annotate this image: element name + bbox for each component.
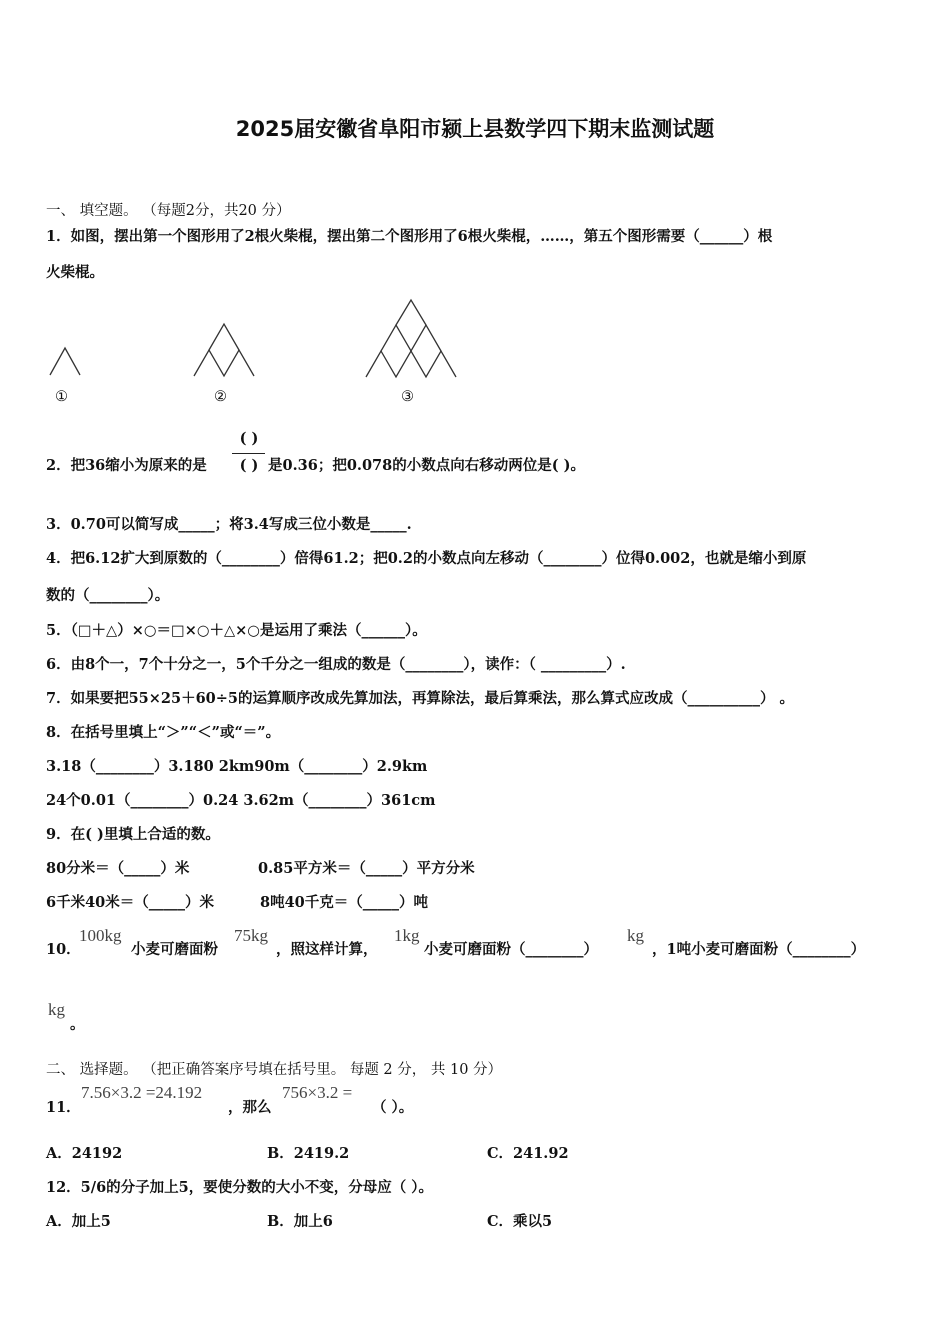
q12-option-c: C．乘以5 xyxy=(487,1213,553,1230)
section-2-heading: 二、 选择题。 （把正确答案序号填在括号里。 每题 2 分， 共 10 分） xyxy=(46,1062,503,1078)
q10-math-kg: kg xyxy=(627,926,644,945)
q2-fraction-denominator: ( ) xyxy=(239,457,259,474)
q11-math-given: 7.56×3.2 =24.192 xyxy=(81,1083,203,1102)
q10-text2: ，照这样计算， xyxy=(276,941,378,958)
q6: 6．由8个一，7个十分之一，5个千分之一组成的数是（________），读作：（ _________）. xyxy=(46,656,626,673)
matchstick-figure-1 xyxy=(48,345,84,377)
q2-fraction-numerator: ( ) xyxy=(239,430,259,447)
q11-math-question: 756×3.2 = xyxy=(282,1083,353,1102)
q9-row2b: 8吨40千克＝（_____）吨 xyxy=(260,894,429,911)
q8-row2: 24个0.01（________）0.24 3.62m（________）361cm xyxy=(46,792,436,809)
q10-number: 10． xyxy=(46,941,81,958)
q10-math-75kg: 75kg xyxy=(234,926,268,945)
q12-option-a: A．加上5 xyxy=(46,1213,111,1230)
q8-line1: 8．在括号里填上“＞”“＜”或“＝”。 xyxy=(46,724,281,741)
q11-number: 11． xyxy=(46,1099,81,1116)
q11-option-b: B．2419.2 xyxy=(267,1145,350,1162)
q10-math-100kg: 100kg xyxy=(79,926,122,945)
q10-text5: 。 xyxy=(70,1016,85,1033)
q7: 7．如果要把55×25＋60÷5的运算顺序改成先算加法，再算除法，最后算乘法，那么算式应改成（__________） 。 xyxy=(46,690,795,707)
q12: 12．5/6的分子加上5，要使分数的大小不变，分母应（ ）。 xyxy=(46,1179,434,1196)
q10-text1: 小麦可磨面粉 xyxy=(131,941,218,958)
q1-line2: 火柴棍。 xyxy=(46,264,104,281)
q4-line1: 4．把6.12扩大到原数的（________）倍得61.2；把0.2的小数点向左移动（________）位得0.002，也就是缩小到原 xyxy=(46,550,807,567)
q9-row1b: 0.85平方米＝（_____）平方分米 xyxy=(258,860,475,877)
q2-suffix: 是0.36；把0.078的小数点向右移动两位是( )。 xyxy=(268,457,585,474)
q10-math-1kg: 1kg xyxy=(394,926,420,945)
q11-option-c: C．241.92 xyxy=(487,1145,569,1162)
figure-label-2: ② xyxy=(214,389,227,405)
q9-row1a: 80分米＝（_____）米 xyxy=(46,860,190,877)
section-1-heading: 一、 填空题。 （每题2分，共20 分） xyxy=(46,203,291,219)
page-title: 2025届安徽省阜阳市颍上县数学四下期末监测试题 xyxy=(235,117,715,141)
q10-math-kg-2: kg xyxy=(48,1000,65,1019)
q10-text4: ，1吨小麦可磨面粉（________） xyxy=(652,941,866,958)
q11-option-a: A．24192 xyxy=(46,1145,123,1162)
q11-text1: ，那么 xyxy=(228,1099,272,1116)
q8-row1: 3.18（________）3.180 2km90m（________）2.9km xyxy=(46,758,428,775)
matchstick-figure-2 xyxy=(192,322,256,378)
q3: 3．0.70可以简写成_____；将3.4写成三位小数是_____. xyxy=(46,516,412,533)
q10-text3: 小麦可磨面粉（________） xyxy=(424,941,598,958)
q9-line1: 9．在( )里填上合适的数。 xyxy=(46,826,220,843)
q5: 5．（□＋△）×○＝□×○＋△×○是运用了乘法（______）。 xyxy=(46,622,427,639)
matchstick-figure-3 xyxy=(364,298,458,379)
q2-fraction-bar xyxy=(232,453,265,454)
q1-line1: 1．如图，摆出第一个图形用了2根火柴棍，摆出第二个图形用了6根火柴棍，……，第五个图形需要（______）根 xyxy=(46,228,773,245)
figure-label-3: ③ xyxy=(401,389,414,405)
figure-label-1: ① xyxy=(55,389,68,405)
q9-row2a: 6千米40米＝（_____）米 xyxy=(46,894,215,911)
q12-option-b: B．加上6 xyxy=(267,1213,333,1230)
q2-prefix: 2．把36缩小为原来的是 xyxy=(46,457,207,474)
q11-text2: （ ）。 xyxy=(372,1099,414,1116)
q4-line2: 数的（________）。 xyxy=(46,587,170,604)
